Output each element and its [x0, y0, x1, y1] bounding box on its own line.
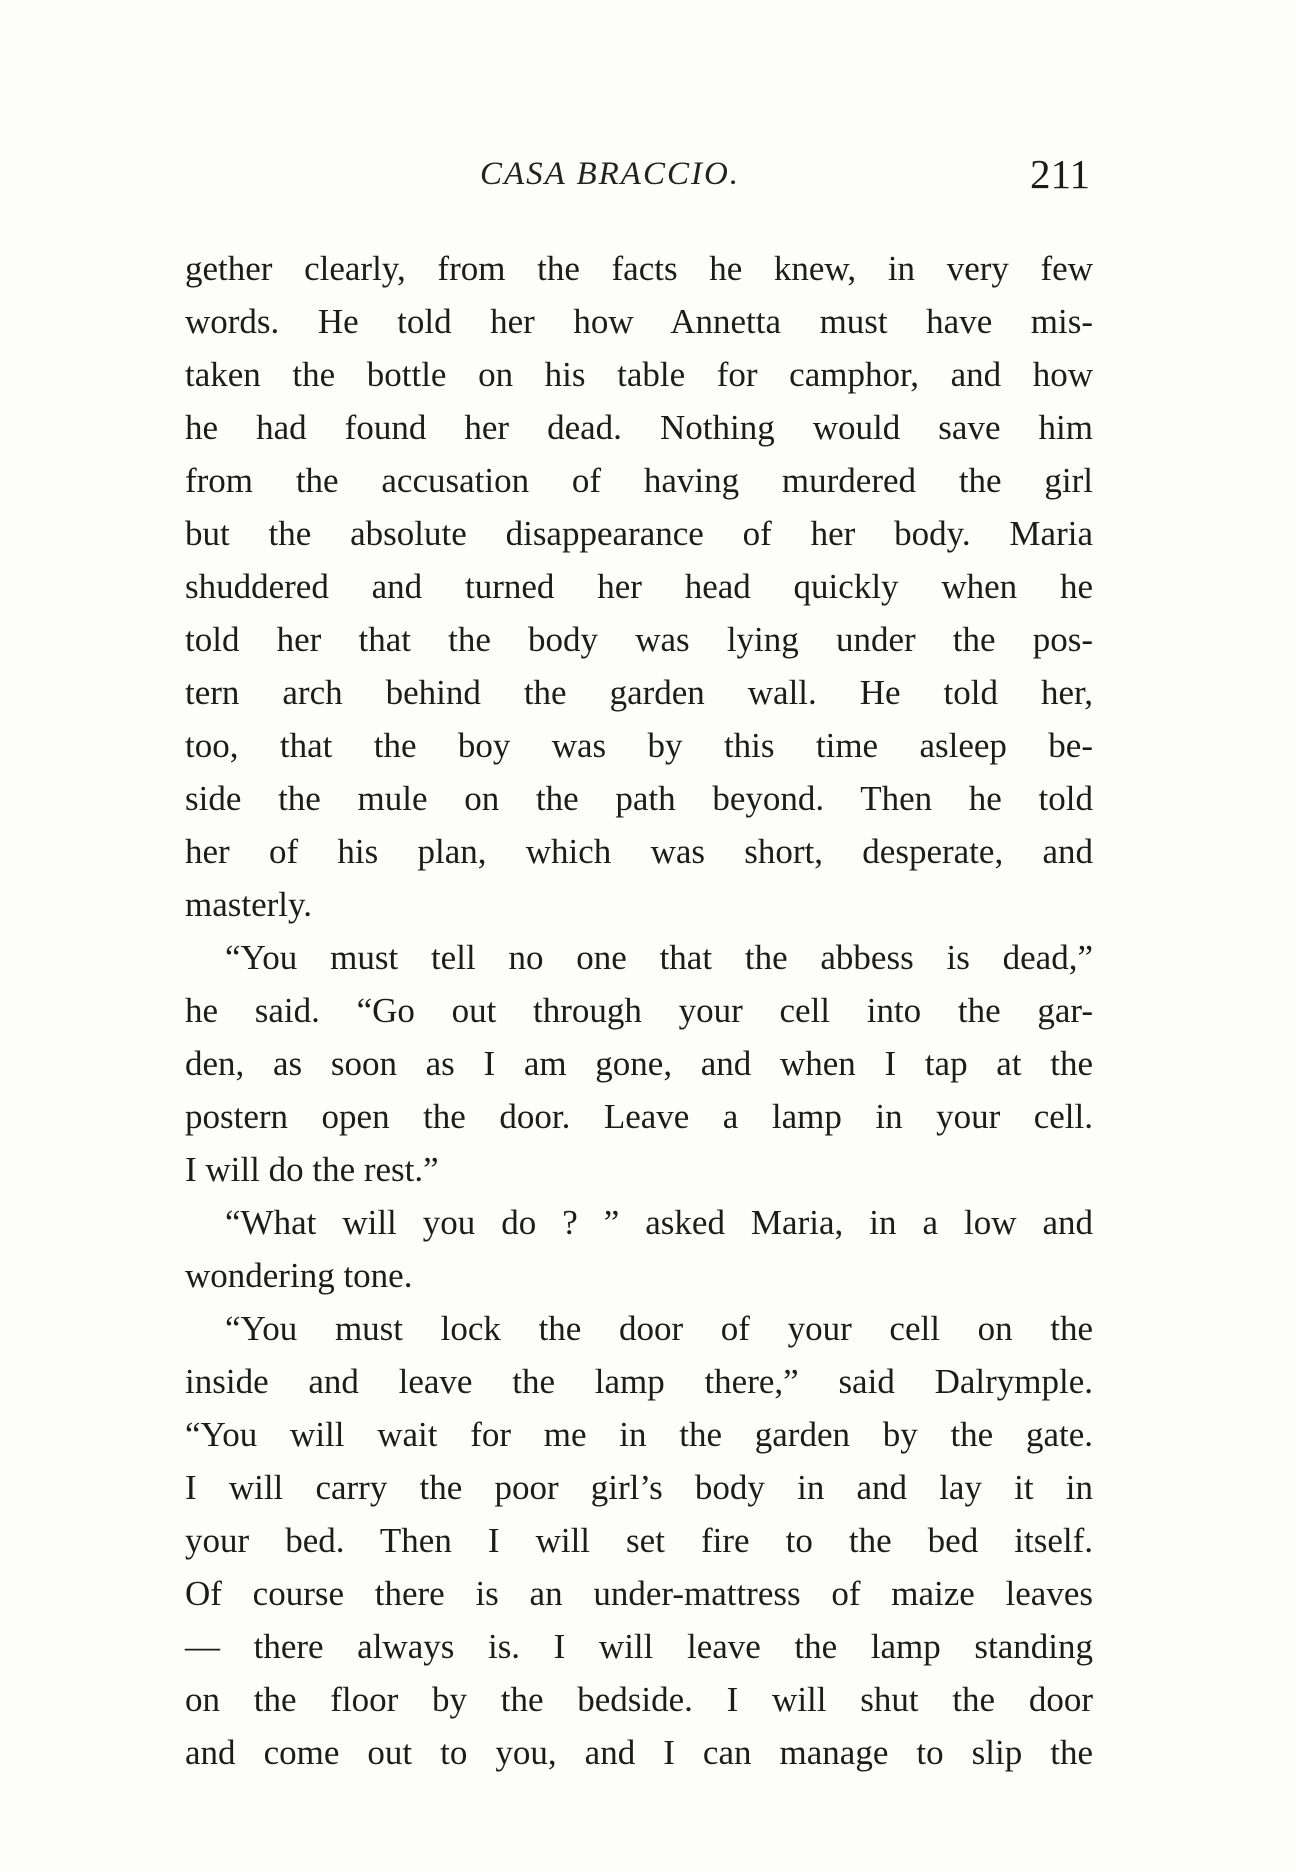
page-header	[185, 150, 1090, 200]
text-line: taken the bottle on his table for camphor, and how	[185, 355, 1093, 394]
text-line: shuddered and turned her head quickly when he	[185, 567, 1093, 606]
text-line: told her that the body was lying under the pos-	[185, 620, 1093, 659]
text-line: and come out to you, and I can manage to slip the	[185, 1733, 1093, 1772]
body-text	[185, 242, 1093, 1779]
text-line: inside and leave the lamp there,” said Dalrymple.	[185, 1362, 1093, 1401]
text-line: her of his plan, which was short, desperate, and	[185, 832, 1093, 871]
text-line: side the mule on the path beyond. Then he told	[185, 779, 1093, 818]
text-line: “You must tell no one that the abbess is dead,”	[225, 938, 1093, 977]
text-line: “What will you do ? ” asked Maria, in a low and	[225, 1203, 1093, 1242]
text-line: he said. “Go out through your cell into the gar-	[185, 991, 1093, 1030]
text-line: too, that the boy was by this time asleep be-	[185, 726, 1093, 765]
text-line: from the accusation of having murdered the girl	[185, 461, 1093, 500]
text-line: — there always is. I will leave the lamp standing	[185, 1627, 1093, 1666]
text-line: postern open the door. Leave a lamp in your cell.	[185, 1097, 1093, 1136]
text-line: den, as soon as I am gone, and when I tap at the	[185, 1044, 1093, 1083]
text-line: but the absolute disappearance of her body. Maria	[185, 514, 1093, 553]
text-line: “You must lock the door of your cell on the	[225, 1309, 1093, 1348]
text-line: gether clearly, from the facts he knew, in very few	[185, 249, 1093, 288]
text-line: your bed. Then I will set fire to the bed itself.	[185, 1521, 1093, 1560]
text-line: wondering tone.	[185, 1256, 413, 1295]
text-line: on the floor by the bedside. I will shut the door	[185, 1680, 1093, 1719]
text-line: I will carry the poor girl’s body in and lay it in	[185, 1468, 1093, 1507]
text-line: masterly.	[185, 885, 312, 924]
text-line: he had found her dead. Nothing would save him	[185, 408, 1093, 447]
text-line: words. He told her how Annetta must have mis-	[185, 302, 1093, 341]
text-line: “You will wait for me in the garden by the gate.	[185, 1415, 1093, 1454]
text-line: I will do the rest.”	[185, 1150, 439, 1189]
running-title: CASA BRACCIO.	[480, 156, 741, 192]
text-line: tern arch behind the garden wall. He told her,	[185, 673, 1093, 712]
text-line: Of course there is an under-mattress of maize leaves	[185, 1574, 1093, 1613]
page-number: 211	[1030, 151, 1090, 197]
